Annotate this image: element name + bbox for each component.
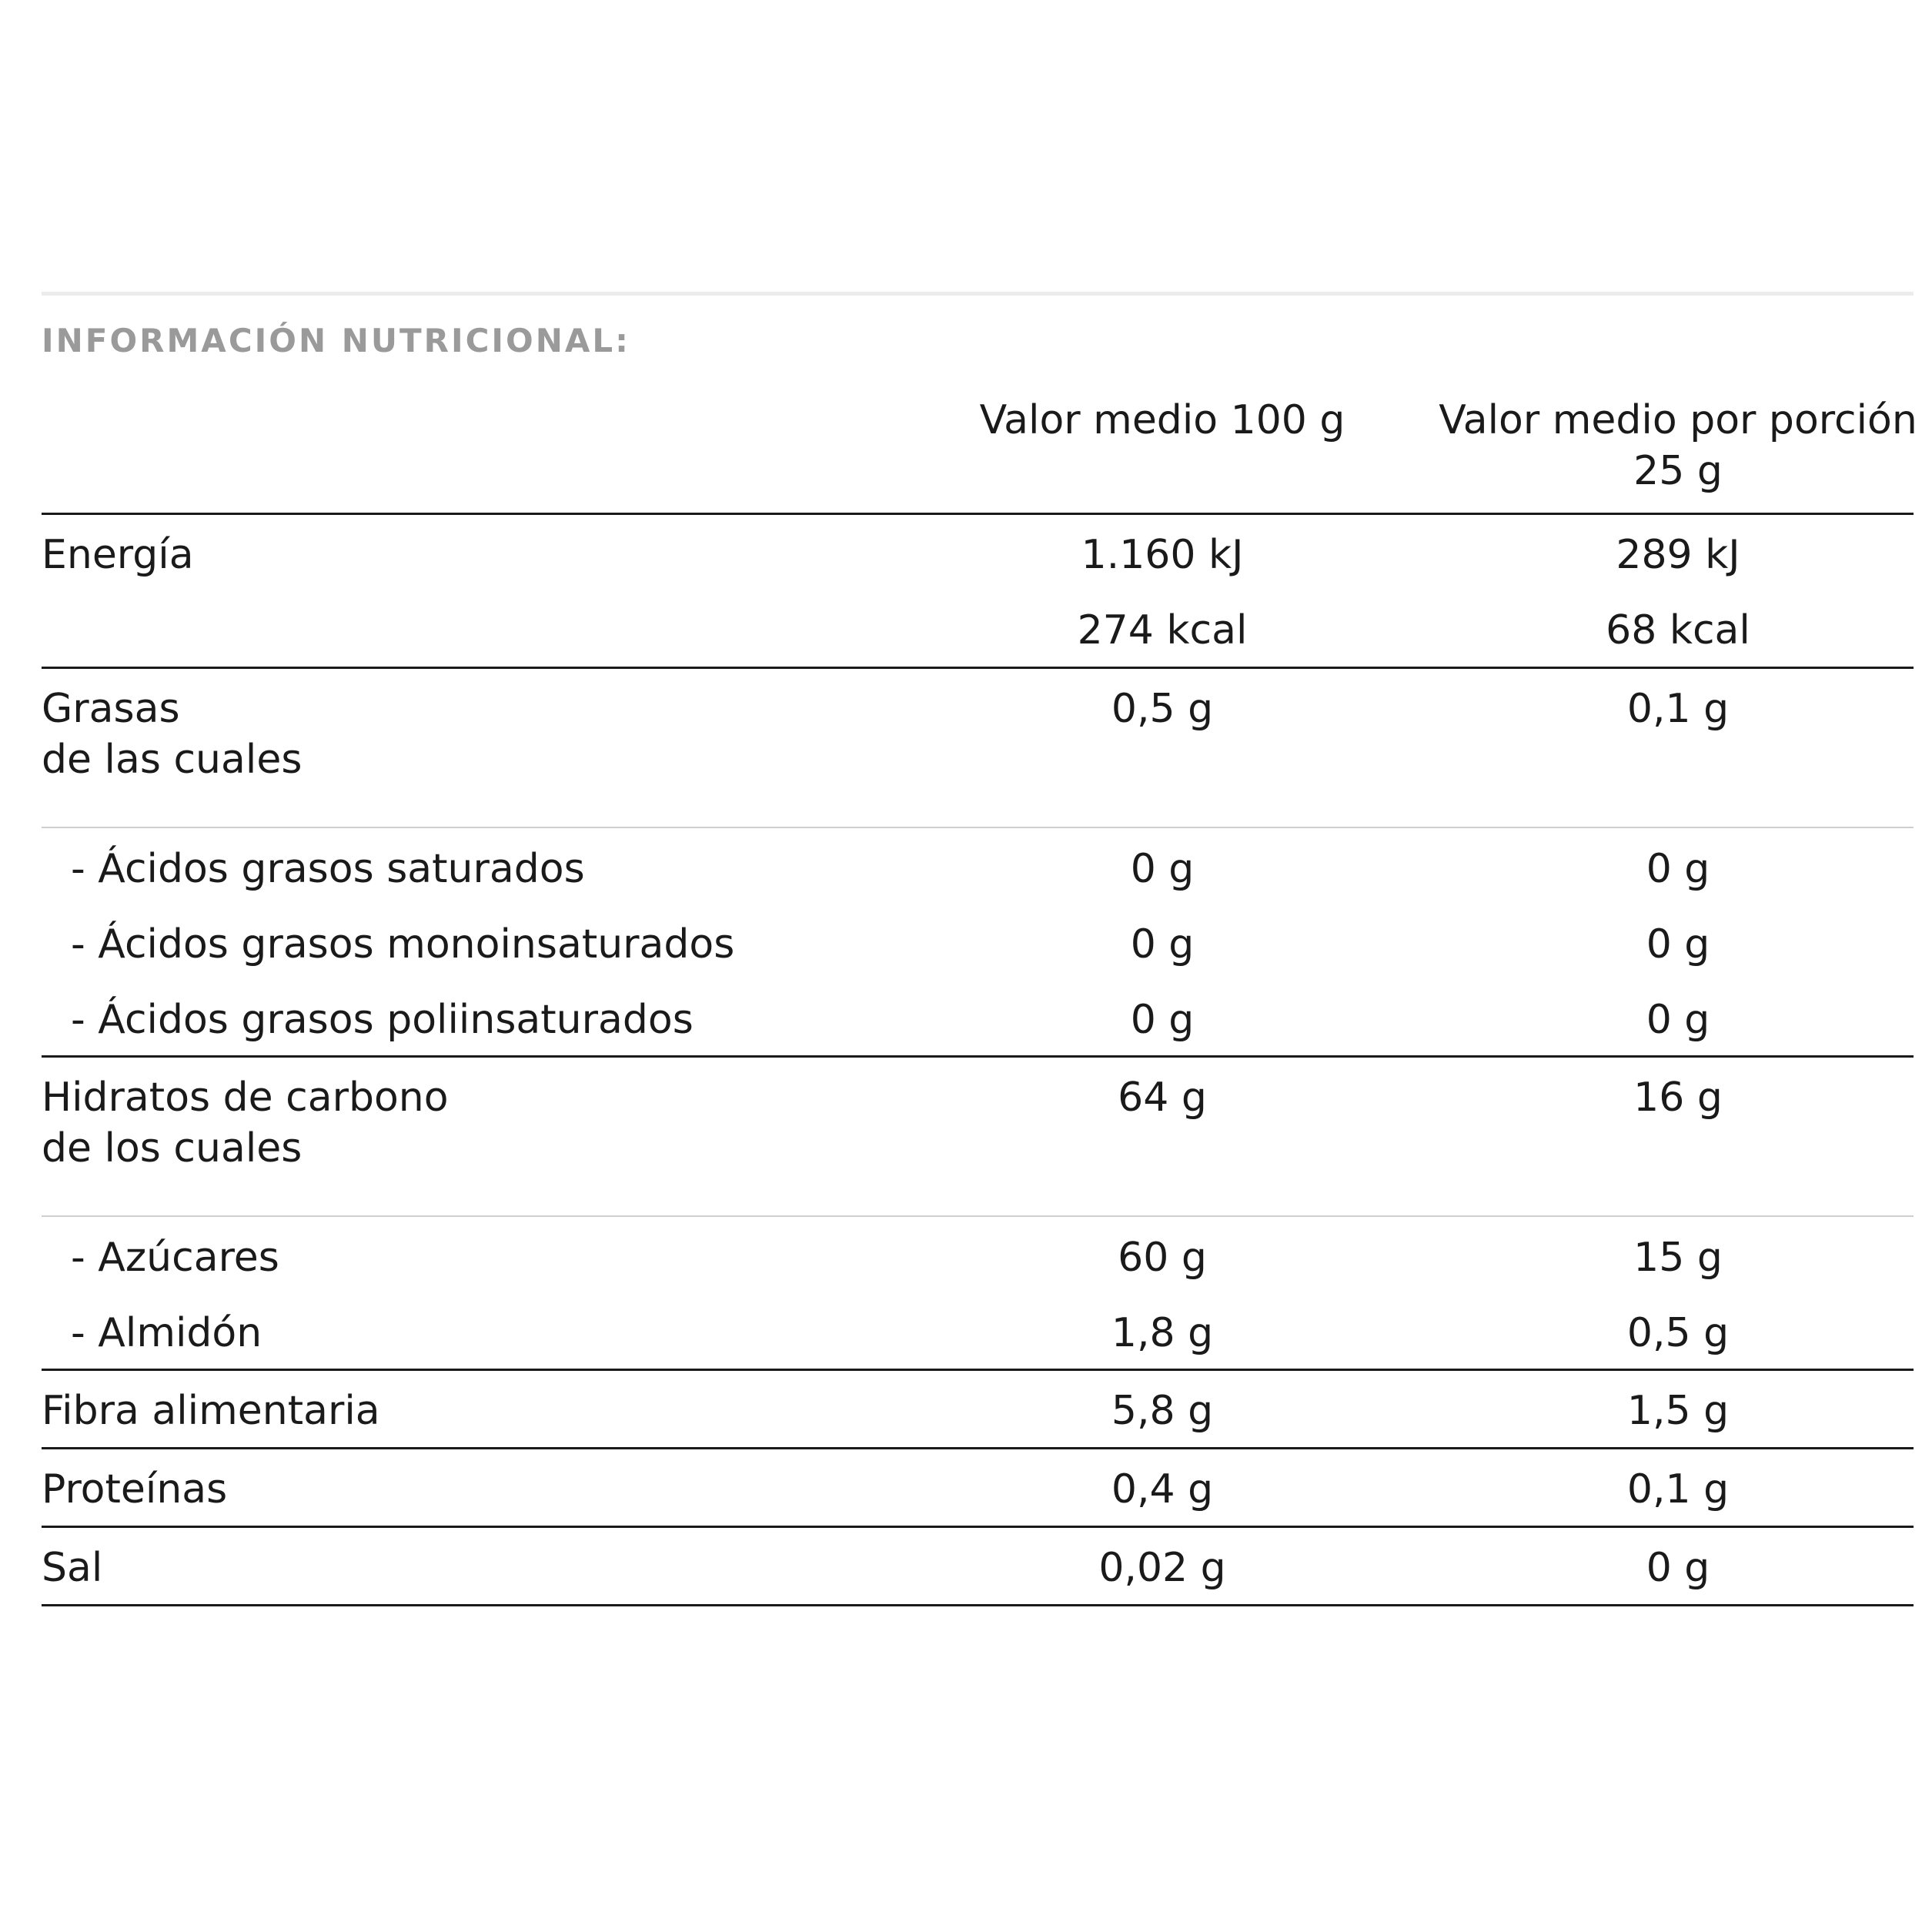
salt-per-100g: 0,02 g — [1098, 1545, 1226, 1591]
fat-per-100g: 0,5 g — [1111, 686, 1214, 732]
row-label-polyunsaturated: - Ácidos grasos poliinsaturados — [71, 997, 694, 1043]
polyunsaturated-per-portion: 0 g — [1646, 997, 1710, 1043]
polyunsaturated-per-100g: 0 g — [1130, 997, 1195, 1043]
row-divider — [42, 1055, 1914, 1058]
energy-kcal-per-portion: 68 kcal — [1606, 607, 1750, 653]
header-divider — [42, 513, 1914, 515]
bottom-divider — [42, 1604, 1914, 1606]
energy-kcal-per-100g: 274 kcal — [1077, 607, 1248, 653]
row-sublabel-fat: de las cuales — [42, 737, 303, 783]
carbohydrates-per-100g: 64 g — [1118, 1075, 1207, 1121]
fat-per-portion: 0,1 g — [1626, 686, 1730, 732]
row-label-saturated: - Ácidos grasos saturados — [71, 846, 585, 892]
saturated-per-portion: 0 g — [1646, 846, 1710, 892]
row-label-protein: Proteínas — [42, 1466, 228, 1513]
row-divider — [42, 1526, 1914, 1528]
row-label-monounsaturated: - Ácidos grasos monoinsaturados — [71, 921, 735, 968]
carbohydrates-per-portion: 16 g — [1633, 1075, 1723, 1121]
energy-kj-per-portion: 289 kJ — [1616, 532, 1740, 578]
sugars-per-portion: 15 g — [1633, 1235, 1723, 1281]
column-header-portion-size: 25 g — [1633, 448, 1723, 494]
row-label-energy: Energía — [42, 532, 194, 578]
sugars-per-100g: 60 g — [1118, 1235, 1207, 1281]
row-label-fat: Grasas — [42, 686, 180, 732]
monounsaturated-per-100g: 0 g — [1130, 921, 1195, 968]
row-label-salt: Sal — [42, 1545, 103, 1591]
starch-per-100g: 1,8 g — [1111, 1310, 1214, 1356]
column-header-per-100g: Valor medio 100 g — [979, 397, 1345, 443]
top-divider — [42, 292, 1914, 296]
row-sublabel-carbohydrates: de los cuales — [42, 1125, 303, 1172]
row-label-sugars: - Azúcares — [71, 1235, 279, 1281]
starch-per-portion: 0,5 g — [1626, 1310, 1730, 1356]
row-divider — [42, 1447, 1914, 1449]
row-label-fibre: Fibra alimentaria — [42, 1388, 380, 1434]
monounsaturated-per-portion: 0 g — [1646, 921, 1710, 968]
fibre-per-portion: 1,5 g — [1626, 1388, 1730, 1434]
row-divider — [42, 667, 1914, 669]
row-divider — [42, 1369, 1914, 1371]
row-subdivider — [42, 1215, 1914, 1217]
row-label-starch: - Almidón — [71, 1310, 262, 1356]
fibre-per-100g: 5,8 g — [1111, 1388, 1214, 1434]
saturated-per-100g: 0 g — [1130, 846, 1195, 892]
energy-kj-per-100g: 1.160 kJ — [1081, 532, 1244, 578]
row-label-carbohydrates: Hidratos de carbono — [42, 1075, 449, 1121]
row-subdivider — [42, 827, 1914, 828]
protein-per-100g: 0,4 g — [1111, 1466, 1214, 1513]
protein-per-portion: 0,1 g — [1626, 1466, 1730, 1513]
column-header-per-portion: Valor medio por porción — [1439, 397, 1917, 443]
salt-per-portion: 0 g — [1646, 1545, 1710, 1591]
section-title: INFORMACIÓN NUTRICIONAL: — [42, 322, 630, 359]
